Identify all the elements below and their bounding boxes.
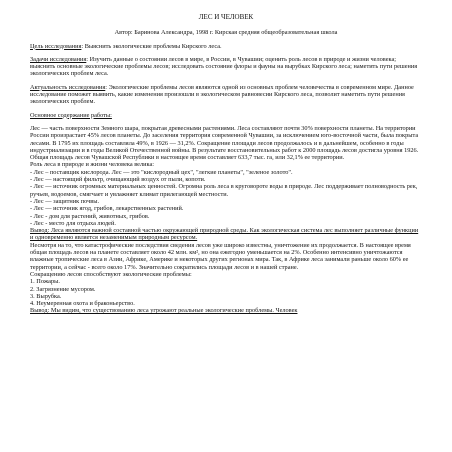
forest-paragraph: Лес — часть поверхности Земного шара, покрытая древесными растениями. Леса составляют почти 30% поверхности планеты. На территории России произрастает 45% лесов планеты. До заселения территория современной Чувашии, за исключением юго-восточной части, была покрыта лесами. В 1795 их площадь составляла 49%, в 1926 — 31,2%. Сокращение площади лесов продолжалось и в дальнейшем, особенно в годы индустриализации и в годы Великой Отечественной войны. В результате восстановительных работ к 2000 площадь лесов достигла уровня 1926. Общая площадь лесов Чувашской Республики в настоящее время составляет 633,7 тыс. га, или 32,1% ее территории.	[30, 124, 419, 162]
author-line: Автор: Баринова Александра, 1998 г. Кирская средняя общеобразовательная школа	[114, 29, 338, 37]
tasks-label: Задачи исследования	[30, 55, 87, 63]
conclusion-2: Вывод: Мы видим, что существованию леса угрожают реальные экологические проблемы. Человек	[30, 307, 298, 315]
reduction-heading: Сокращению лесов способствуют экологические проблемы:	[30, 270, 192, 278]
role-item: - Лес - дом для растений, животных, грибов.	[30, 212, 150, 220]
role-item: - Лес — источник огромных материальных ценностей. Огромна роль леса в круговороте воды в природе. Лес поддерживает полноводность рек, ручьев, водоемов, смягчает и увлажняет климат прилегающей местности.	[30, 183, 418, 198]
tasks-section	[30, 56, 422, 78]
problem-item: 4. Неумеренная охота и браконьерство.	[30, 300, 135, 308]
relevance-text: : Экологические проблемы лесов являются одной из основных проблем человечества в современном мире. Данное исследование поможет выявить, какие изменения произошли в экологическом равновесии Кирского леса, позволит наметить пути решения экологических проблем.	[30, 83, 414, 106]
tasks-text: : Изучить данные о состоянии лесов в мире, в России, в Чувашии; оценить роль лесов в природе и жизни человека; выяснить основные экологические проблемы лесов; исследовать состояние флоры и фауны на вырубках Кирского леса; наметить пути решения экологических проблем леса.	[30, 55, 418, 78]
document-title: ЛЕС И ЧЕЛОВЕК	[198, 13, 254, 21]
deforestation-paragraph: Несмотря на то, что катастрофические последствия сведения лесов уже широко известны, уничтожение их продолжается. В настоящее время общая площадь лесов на планете составляет около 42 млн. км², но она ежегодно уменьшается на 2%. Особенно интенсивно уничтожаются влажные тропические леса в Азии, Африке, Америке и некоторых других регионах мира. Так, в Африке леса занимали раньше около 60% ее территории, а сейчас - всего около 17%. Значительно сократились площади лесов и в нашей стране.	[30, 241, 411, 271]
role-item: - Лес — настоящий фильтр, очищающий воздух от пыли, копоти.	[30, 176, 206, 184]
conclusion-1: Вывод: Леса являются важной составной частью окружающей природной среды. Как экологическая система лес выполняет различные функции и одновременно является незаменимым природным ресурсом.	[30, 227, 419, 242]
main-content-heading: Основное содержание работы:	[30, 111, 112, 119]
role-item: - Лес - место для отдыха людей.	[30, 219, 116, 227]
problem-item: 3. Вырубка.	[30, 292, 62, 300]
relevance-section	[30, 84, 422, 106]
relevance-label: Актуальность исследования	[30, 83, 106, 91]
problem-item: 1. Пожары.	[30, 278, 60, 286]
goal-label: Цель исследования	[30, 42, 82, 50]
role-item: - Лес – поставщик кислорода. Лес — это "кислородный цех", "легкие планеты", "зеленое золото".	[30, 168, 293, 176]
problems-list	[30, 278, 422, 307]
goal-section	[30, 43, 422, 50]
roles-list	[30, 169, 422, 227]
role-item: - Лес — источник ягод, грибов, лекарственных растений.	[30, 205, 184, 213]
role-heading: Роль леса в природе и жизни человека велика:	[30, 161, 154, 169]
role-item: - Лес — защитник почвы.	[30, 197, 100, 205]
problem-item: 2. Загрязнение мусором.	[30, 285, 96, 293]
goal-text: : Выяснить экологические проблемы Кирского леса.	[81, 42, 222, 50]
